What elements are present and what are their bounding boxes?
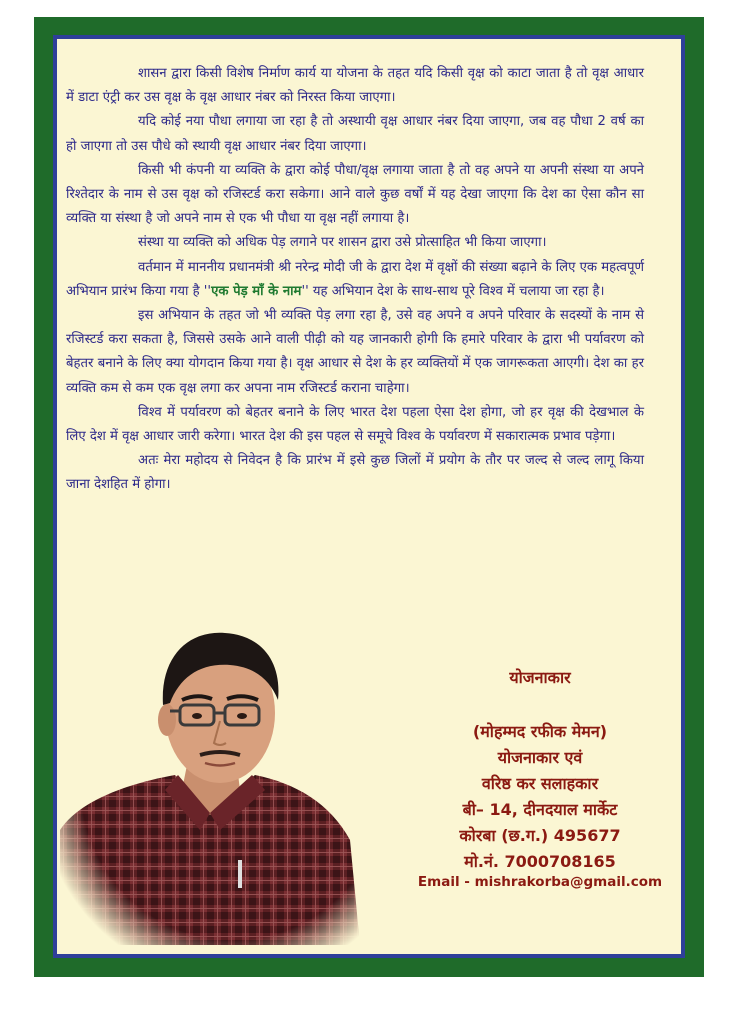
author-city: कोरबा (छ.ग.) 495677 xyxy=(459,826,621,845)
author-address: बी– 14, दीनदयाल मार्केट xyxy=(462,800,618,819)
paragraph: इस अभियान के तहत जो भी व्यक्ति पेड़ लगा रहा है, उसे वह अपने व अपने परिवार के सदस्यों के नाम से रजिस्टर्ड करा सकता है, जिससे उसके आने वाली पीढ़ी को यह जानकारी होगी कि हमारे परिवार के द्वारा भी पर्यावरण को बेहतर बनाने के लिए क्या योगदान किया गया है। वृक्ष आधार से देश के हर व्यक्तियों में एक जागरूकता आएगी। देश का हर व्यक्ति कम से कम एक वृक्ष लगा कर अपना नाम रजिस्टर्ड कराना चाहेगा। xyxy=(66,308,644,396)
author-designation: वरिष्ठ कर सलाहकार xyxy=(481,774,599,793)
paragraph: यदि कोई नया पौधा लगाया जा रहा है तो अस्थायी वृक्ष आधार नंबर दिया जाएगा, जब वह पौधा 2 वर्ष का हो जाएगा तो उस पौधे को स्थायी वृक्ष आधार नंबर दिया जाएगा। xyxy=(66,114,644,154)
campaign-text-before: वर्तमान में माननीय प्रधानमंत्री श्री नरेन्द्र मोदी जी के द्वारा देश में वृक्षों की संख्या बढ़ाने के लिए एक महत्वपूर्ण अभियान प्रारंभ किया गया है xyxy=(66,259,644,299)
author-photo xyxy=(60,625,375,945)
paragraph: विश्व में पर्यावरण को बेहतर बनाने के लिए भारत देश पहला ऐसा देश होगा, जो हर वृक्ष की देखभाल के लिए देश में वृक्ष आधार जारी करेगा। भारत देश की इस पहल से समूचे विश्व के पर्यावरण में सकारात्मक प्रभाव पड़ेगा। xyxy=(66,404,644,445)
campaign-slogan: एक पेड़ माँ के नाम xyxy=(211,283,302,299)
paragraph: किसी भी कंपनी या व्यक्ति के द्वारा कोई पौधा/वृक्ष लगाया जाता है तो वह अपने या अपनी संस्था या अपने रिश्तेदार के नाम से उस वृक्ष को रजिस्टर्ड करा सकेगा। आने वाले कुछ वर्षों में यह देखा जाएगा कि देश का ऐसा कौन सा व्यक्ति या संस्था है जो अपने नाम से एक भी पौधा या वृक्ष नहीं लगाया है। xyxy=(66,162,644,227)
letter-body xyxy=(66,62,644,498)
signature-heading: योजनाकार xyxy=(509,668,571,687)
paragraph: अतः मेरा महोदय से निवेदन है कि प्रारंभ में इसे कुछ जिलों में प्रयोग के तौर पर जल्द से जल्द लागू किया जाना देशहित में होगा। xyxy=(66,453,644,493)
author-name: (मोहम्मद रफीक मेमन) xyxy=(472,722,608,741)
campaign-text-after: यह अभियान देश के साथ-साथ पूरे विश्व में चलाया जा रहा है। xyxy=(308,283,605,299)
paragraph: शासन द्वारा किसी विशेष निर्माण कार्य या योजना के तहत यदि किसी वृक्ष को काटा जाता है तो वृक्ष आधार में डाटा एंट्री कर उस वृक्ष के वृक्ष आधार नंबर को निरस्त किया जाएगा। xyxy=(66,66,644,106)
author-phone: मो.नं. 7000708165 xyxy=(464,852,616,871)
quote-close: '' xyxy=(301,283,309,299)
author-email: Email - mishrakorba@gmail.com xyxy=(417,874,663,890)
quote-open: '' xyxy=(203,283,212,299)
campaign-paragraph xyxy=(66,256,644,304)
paragraph: संस्था या व्यक्ति को अधिक पेड़ लगाने पर शासन द्वारा उसे प्रोत्साहित भी किया जाएगा। xyxy=(138,235,547,251)
author-title: योजनाकार एवं xyxy=(497,748,583,767)
